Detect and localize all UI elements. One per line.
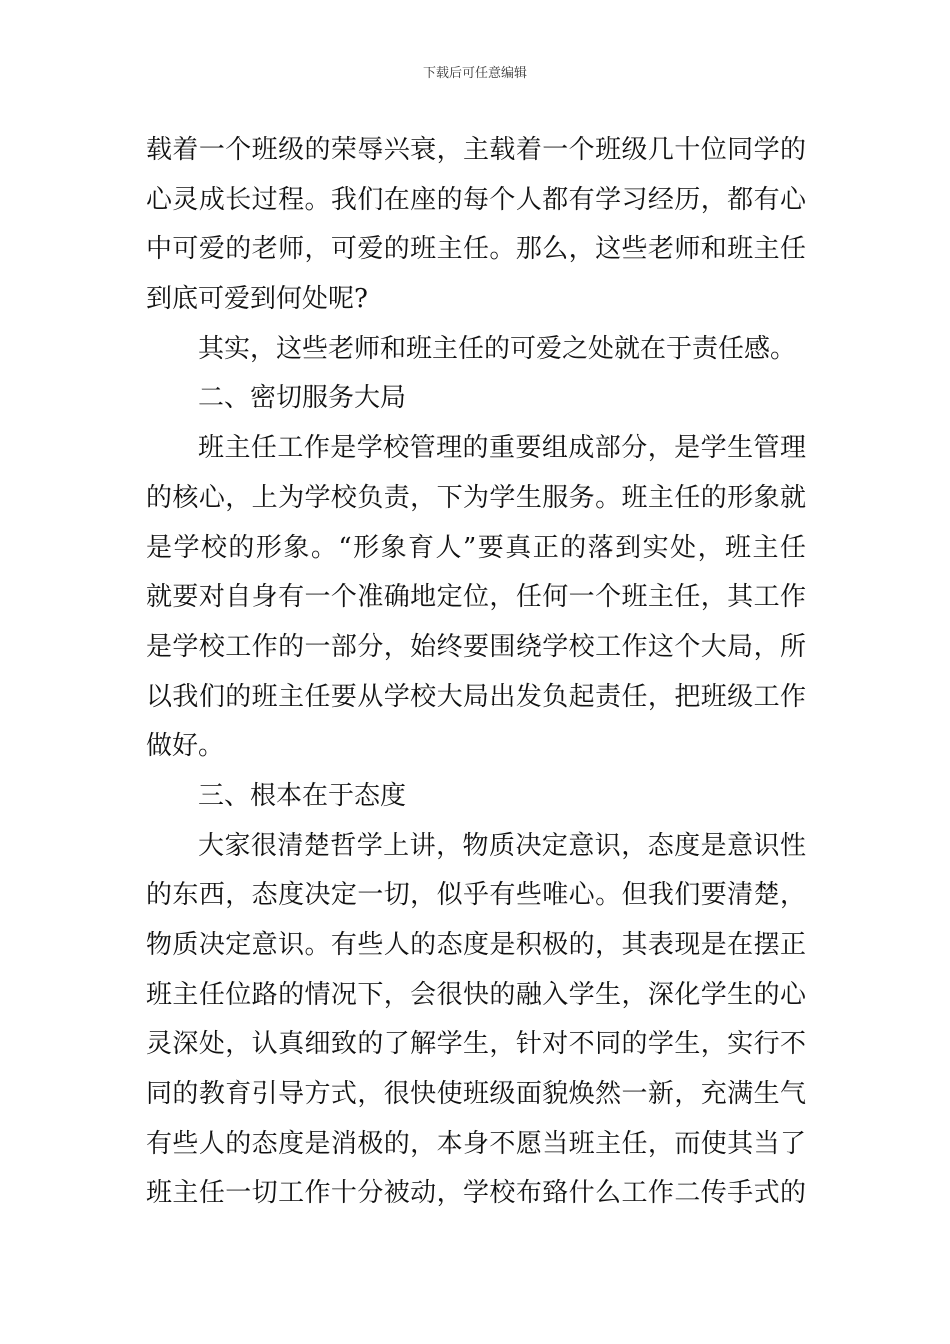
text-line: 有些人的态度是消极的，本身不愿当班主任，而使其当了 <box>146 1128 806 1159</box>
text-line: 三、根本在于态度 <box>198 780 407 811</box>
text-line: 就要对自身有一个准确地定位，任何一个班主任，其工作 <box>146 582 806 613</box>
text-line: 心灵成长过程。我们在座的每个人都有学习经历，都有心 <box>146 184 806 215</box>
text-line: 班主任一切工作十分被动，学校布臵什么工作二传手式的 <box>146 1178 806 1209</box>
text-line: 载着一个班级的荣辱兴衰，主载着一个班级几十位同学的 <box>146 135 806 165</box>
text-line: 中可爱的老师，可爱的班主任。那么，这些老师和班主任 <box>146 234 806 265</box>
text-line: 做好。 <box>146 731 225 762</box>
text-line: 的东西，态度决定一切，似乎有些唯心。但我们要清楚， <box>146 880 806 911</box>
text-line: 灵深处，认真细致的了解学生，针对不同的学生，实行不 <box>146 1029 806 1060</box>
text-line: 班主任位路的情况下，会很快的融入学生，深化学生的心 <box>146 979 806 1010</box>
document-body <box>146 126 806 1219</box>
text-line: 到底可爱到何处呢? <box>146 284 368 315</box>
text-line: 是学校工作的一部分，始终要围绕学校工作这个大局，所 <box>146 631 806 662</box>
text-line: 其实，这些老师和班主任的可爱之处就在于责任感。 <box>198 333 797 364</box>
text-line: 以我们的班主任要从学校大局出发负起责任，把班级工作 <box>146 681 806 712</box>
text-line: 二、密切服务大局 <box>198 383 407 414</box>
text-line: 大家很清楚哲学上讲，物质决定意识，态度是意识性 <box>198 830 806 861</box>
text-line: 的核心，上为学校负责，下为学生服务。班主任的形象就 <box>146 482 806 513</box>
text-line: 是学校的形象。“形象育人”要真正的落到实处，班主任 <box>146 532 806 563</box>
text-line: 物质决定意识。有些人的态度是积极的，其表现是在摆正 <box>146 930 806 960</box>
text-line: 同的教育引导方式，很快使班级面貌焕然一新，充满生气 <box>146 1079 806 1110</box>
text-line: 班主任工作是学校管理的重要组成部分，是学生管理 <box>198 433 806 464</box>
page-header: 下载后可任意编辑 <box>422 66 527 81</box>
